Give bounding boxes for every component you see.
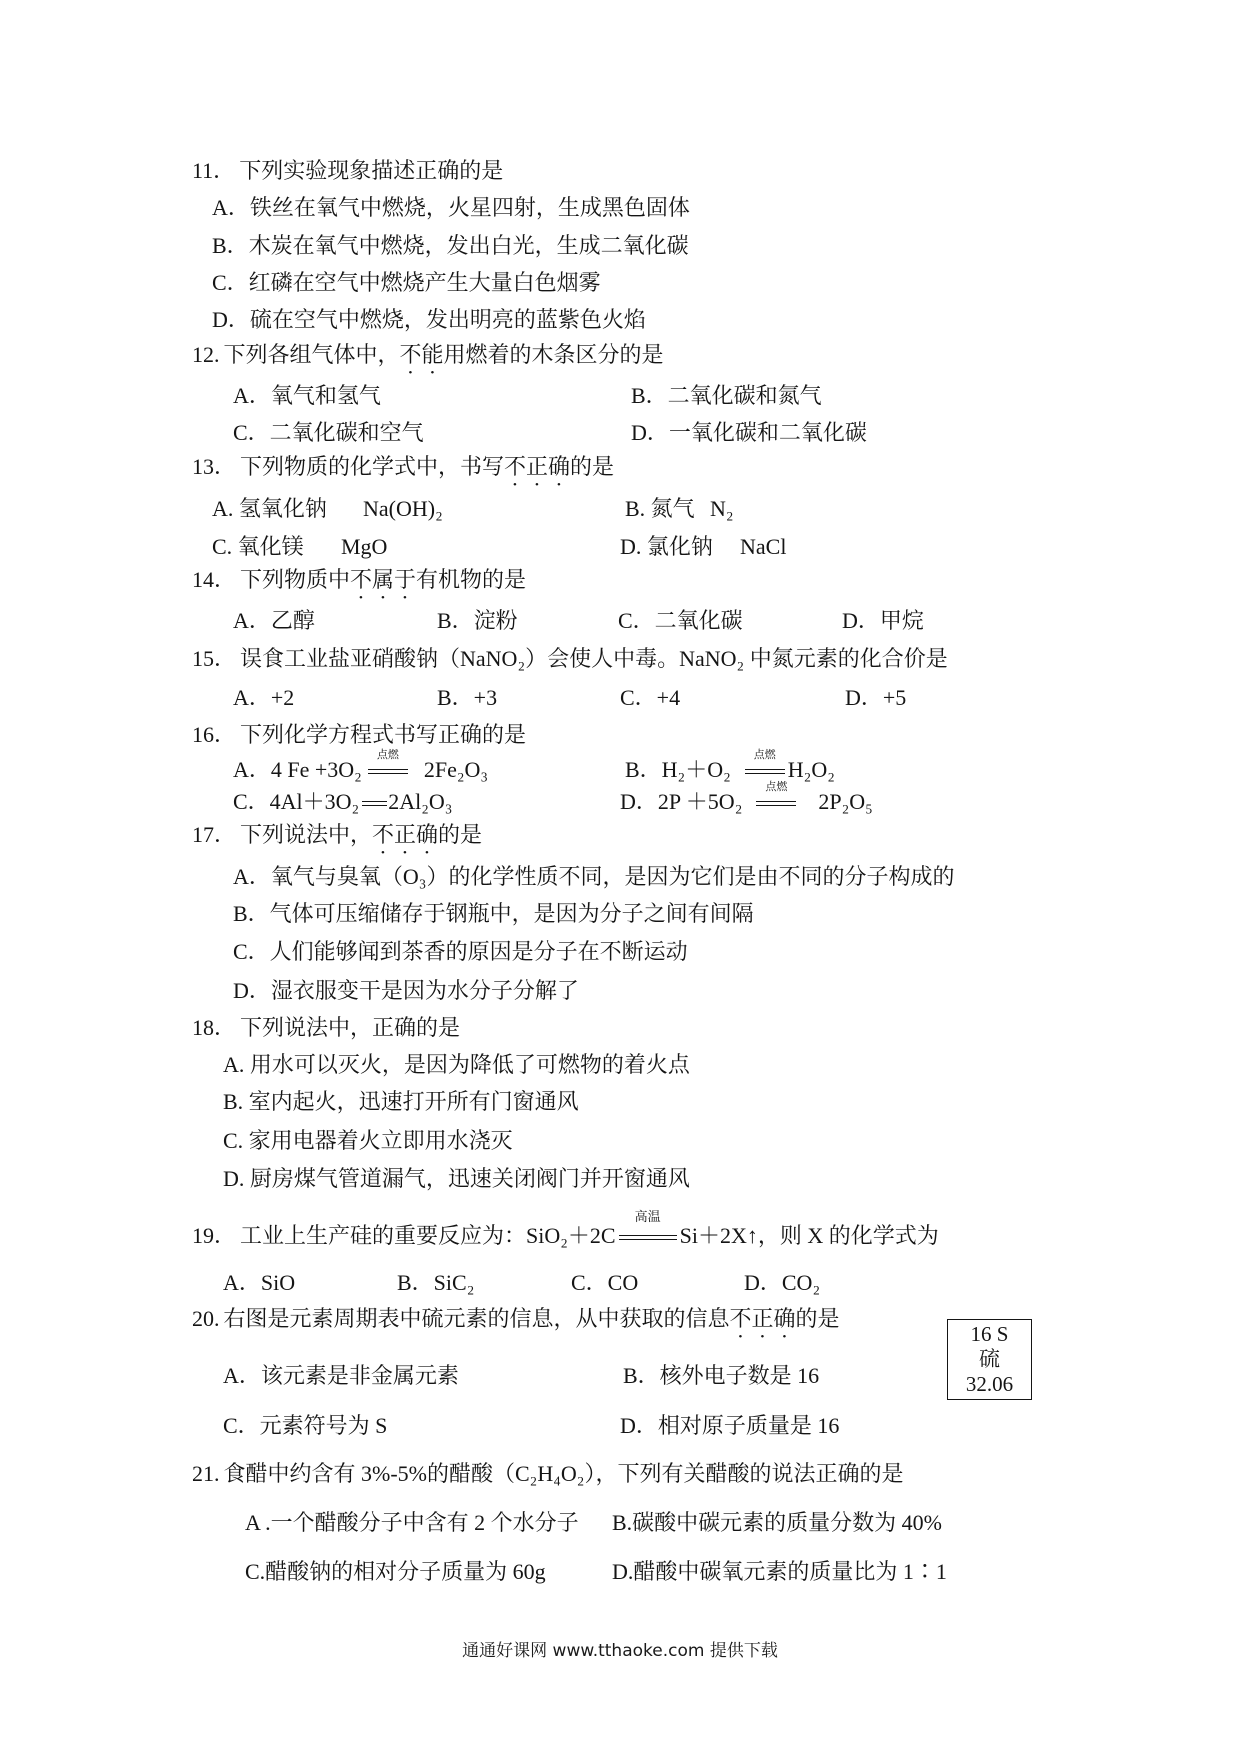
- equation-products: H₂O₂: [787, 757, 835, 782]
- question-15-option-d: D．+5: [845, 685, 907, 710]
- question-11-stem: [192, 158, 503, 184]
- question-12-option-c: C．二氧化碳和空气: [233, 420, 424, 445]
- question-14-option-a: A．乙醇: [233, 608, 315, 633]
- question-20-option-a: A．该元素是非金属元素: [223, 1363, 459, 1388]
- question-13-option-b: [625, 496, 734, 522]
- question-text: 的是: [795, 1306, 840, 1331]
- question-18-option-a: A. 用水可以灭火，是因为降低了可燃物的着火点: [223, 1052, 690, 1077]
- question-number: 15．: [192, 646, 237, 671]
- question-text: 食醋中约含有 3%-5%的醋酸（C₂H₄O₂），下列有关醋酸的说法正确的是: [223, 1461, 904, 1486]
- question-text: 的是: [438, 822, 483, 847]
- question-13-option-c: [212, 534, 388, 560]
- element-symbol: S: [996, 1322, 1009, 1346]
- reaction-condition-label: 点燃: [765, 781, 788, 793]
- double-line-icon: [368, 769, 408, 774]
- question-number: 20.: [192, 1306, 220, 1331]
- question-number: 17．: [192, 822, 237, 847]
- chemical-formula: N₂: [710, 496, 734, 521]
- page-footer: 通通好课网 www.tthaoke.com 提供下载: [462, 1641, 778, 1661]
- question-12-option-b: B．二氧化碳和氮气: [631, 383, 822, 408]
- question-19-stem: [192, 1209, 939, 1249]
- question-19-option-a: A．SiO: [223, 1270, 296, 1295]
- question-text: 下列说法中，: [240, 822, 373, 847]
- question-text: 用燃着的木条区分的是: [443, 342, 664, 367]
- emphasized-text: 不属于: [350, 567, 417, 592]
- question-text: 下列实验现象描述正确的是: [239, 158, 504, 183]
- question-15-option-a: A．+2: [233, 685, 295, 710]
- question-17-option-a: A．氧气与臭氧（O₃）的化学性质不同，是因为它们是由不同的分子构成的: [233, 864, 955, 889]
- question-13-option-d: [620, 534, 787, 560]
- question-14-option-c: C．二氧化碳: [618, 608, 743, 633]
- double-line-icon: [619, 1235, 677, 1240]
- question-17-option-b: B．气体可压缩储存于钢瓶中，是因为分子之间有间隔: [233, 901, 754, 926]
- question-16-option-a: [233, 749, 489, 783]
- element-card-top-row: [948, 1322, 1031, 1347]
- equation-reactants: A．4 Fe +3O₂: [233, 757, 362, 782]
- question-number: 14．: [192, 567, 237, 592]
- question-21-stem: [192, 1461, 903, 1487]
- reaction-condition-label: 点燃: [753, 749, 776, 761]
- equation-products: 2Fe₂O₃: [423, 757, 489, 782]
- question-16-option-c: [233, 789, 452, 815]
- reaction-arrow: [745, 749, 785, 783]
- question-number: 11．: [192, 158, 236, 183]
- question-text: 工业上生产硅的重要反应为：SiO₂＋2C: [240, 1223, 616, 1248]
- question-text: 下列物质的化学式中，书写: [240, 454, 505, 479]
- reaction-arrow: [368, 749, 408, 783]
- question-18-stem: [192, 1015, 460, 1041]
- question-14-stem: [192, 567, 526, 604]
- question-text: 下列化学方程式书写正确的是: [240, 722, 527, 747]
- atomic-mass: 32.06: [965, 1372, 1014, 1396]
- question-number: 18．: [192, 1015, 237, 1040]
- question-text: 误食工业盐亚硝酸钠（NaNO₂）会使人中毒。NaNO₂ 中氮元素的化合价是: [240, 646, 948, 671]
- question-number: 12.: [192, 342, 220, 367]
- question-20-option-b: B．核外电子数是 16: [623, 1363, 820, 1388]
- question-21-option-a: A .一个醋酸分子中含有 2 个水分子: [245, 1510, 579, 1535]
- question-14-option-b: B．淀粉: [437, 608, 518, 633]
- question-text: 下列说法中，正确的是: [240, 1015, 461, 1040]
- question-20-option-d: D．相对原子质量是 16: [620, 1413, 840, 1438]
- question-16-option-b: [625, 749, 835, 783]
- question-18-option-b: B. 室内起火，迅速打开所有门窗通风: [223, 1089, 579, 1114]
- equation-reactants: C．4Al＋3O₂: [233, 789, 360, 814]
- substance-name: C. 氧化镁: [212, 534, 304, 559]
- question-14-option-d: D．甲烷: [842, 608, 924, 633]
- question-12-stem: [192, 342, 664, 379]
- reaction-arrow: [619, 1209, 677, 1249]
- question-11-option-d: D．硫在空气中燃烧，发出明亮的蓝紫色火焰: [212, 307, 646, 332]
- question-21-option-d: D.醋酸中碳氧元素的质量比为 1∶1: [612, 1559, 947, 1584]
- emphasized-text: 不正确: [729, 1306, 796, 1331]
- question-text: 的是: [570, 454, 615, 479]
- question-15-stem: [192, 646, 948, 672]
- question-11-option-a: A．铁丝在氧气中燃烧，火星四射，生成黑色固体: [212, 195, 690, 220]
- question-16-stem: [192, 722, 526, 748]
- question-number: 16．: [192, 722, 237, 747]
- chemical-formula: Na(OH)₂: [363, 496, 443, 521]
- reaction-condition-label: 高温: [634, 1209, 661, 1224]
- substance-name: B. 氮气: [625, 496, 695, 521]
- question-17-option-d: D．湿衣服变干是因为水分子分解了: [233, 978, 579, 1003]
- question-20-option-c: C．元素符号为 S: [223, 1413, 388, 1438]
- reaction-arrow: [756, 781, 796, 815]
- reaction-arrow: [362, 789, 387, 815]
- equation-products: 2Al₂O₃: [388, 789, 453, 814]
- question-20-stem: [192, 1306, 840, 1343]
- chemical-formula: MgO: [341, 534, 388, 559]
- question-number: 19．: [192, 1223, 237, 1248]
- question-number: 21.: [192, 1461, 220, 1486]
- question-text: 下列各组气体中，: [223, 342, 400, 367]
- element-card-sulfur: [947, 1319, 1032, 1400]
- question-18-option-d: D. 厨房煤气管道漏气，迅速关闭阀门并开窗通风: [223, 1166, 690, 1191]
- question-19-option-b: B．SiC₂: [397, 1270, 475, 1295]
- emphasized-text: 不正确: [504, 454, 571, 479]
- emphasized-text: 不正确: [372, 822, 439, 847]
- question-text: 下列物质中: [240, 567, 351, 592]
- substance-name: D. 氯化钠: [620, 534, 713, 559]
- question-11-option-b: B．木炭在氧气中燃烧，发出白光，生成二氧化碳: [212, 233, 689, 258]
- question-16-option-d: [620, 781, 873, 815]
- equation-reactants: B．H₂＋O₂: [625, 757, 731, 782]
- question-text: Si＋2X↑，则 X 的化学式为: [679, 1223, 939, 1248]
- question-text: 有机物的是: [416, 567, 527, 592]
- question-11-option-c: C．红磷在空气中燃烧产生大量白色烟雾: [212, 270, 601, 295]
- double-line-icon: [362, 801, 387, 806]
- question-number: 13．: [192, 454, 237, 479]
- question-15-option-c: C．+4: [620, 685, 681, 710]
- equation-reactants: D．2P ＋5O₂: [620, 789, 743, 814]
- question-13-option-a: [212, 496, 443, 522]
- double-line-icon: [756, 801, 796, 806]
- question-19-option-c: C．CO: [571, 1270, 639, 1295]
- element-name: 硫: [979, 1347, 1000, 1371]
- question-text: 右图是元素周期表中硫元素的信息，从中获取的信息: [223, 1306, 730, 1331]
- question-19-option-d: D．CO₂: [744, 1270, 821, 1295]
- emphasized-text: 不能: [399, 342, 444, 367]
- question-17-option-c: C．人们能够闻到茶香的原因是分子在不断运动: [233, 939, 688, 964]
- question-18-option-c: C. 家用电器着火立即用水浇灭: [223, 1128, 513, 1153]
- question-12-option-d: D．一氧化碳和二氧化碳: [631, 420, 867, 445]
- chemical-formula: NaCl: [740, 534, 787, 559]
- question-12-option-a: A．氧气和氢气: [233, 383, 381, 408]
- equation-products: 2P₂O₅: [818, 789, 873, 814]
- question-13-stem: [192, 454, 614, 491]
- double-line-icon: [745, 769, 785, 774]
- substance-name: A. 氢氧化钠: [212, 496, 327, 521]
- reaction-condition-label: 点燃: [376, 749, 399, 761]
- question-21-option-c: C.醋酸钠的相对分子质量为 60g: [245, 1559, 546, 1584]
- question-21-option-b: B.碳酸中碳元素的质量分数为 40%: [612, 1510, 943, 1535]
- atomic-number: 16: [970, 1322, 992, 1346]
- question-15-option-b: B．+3: [437, 685, 498, 710]
- question-17-stem: [192, 822, 482, 859]
